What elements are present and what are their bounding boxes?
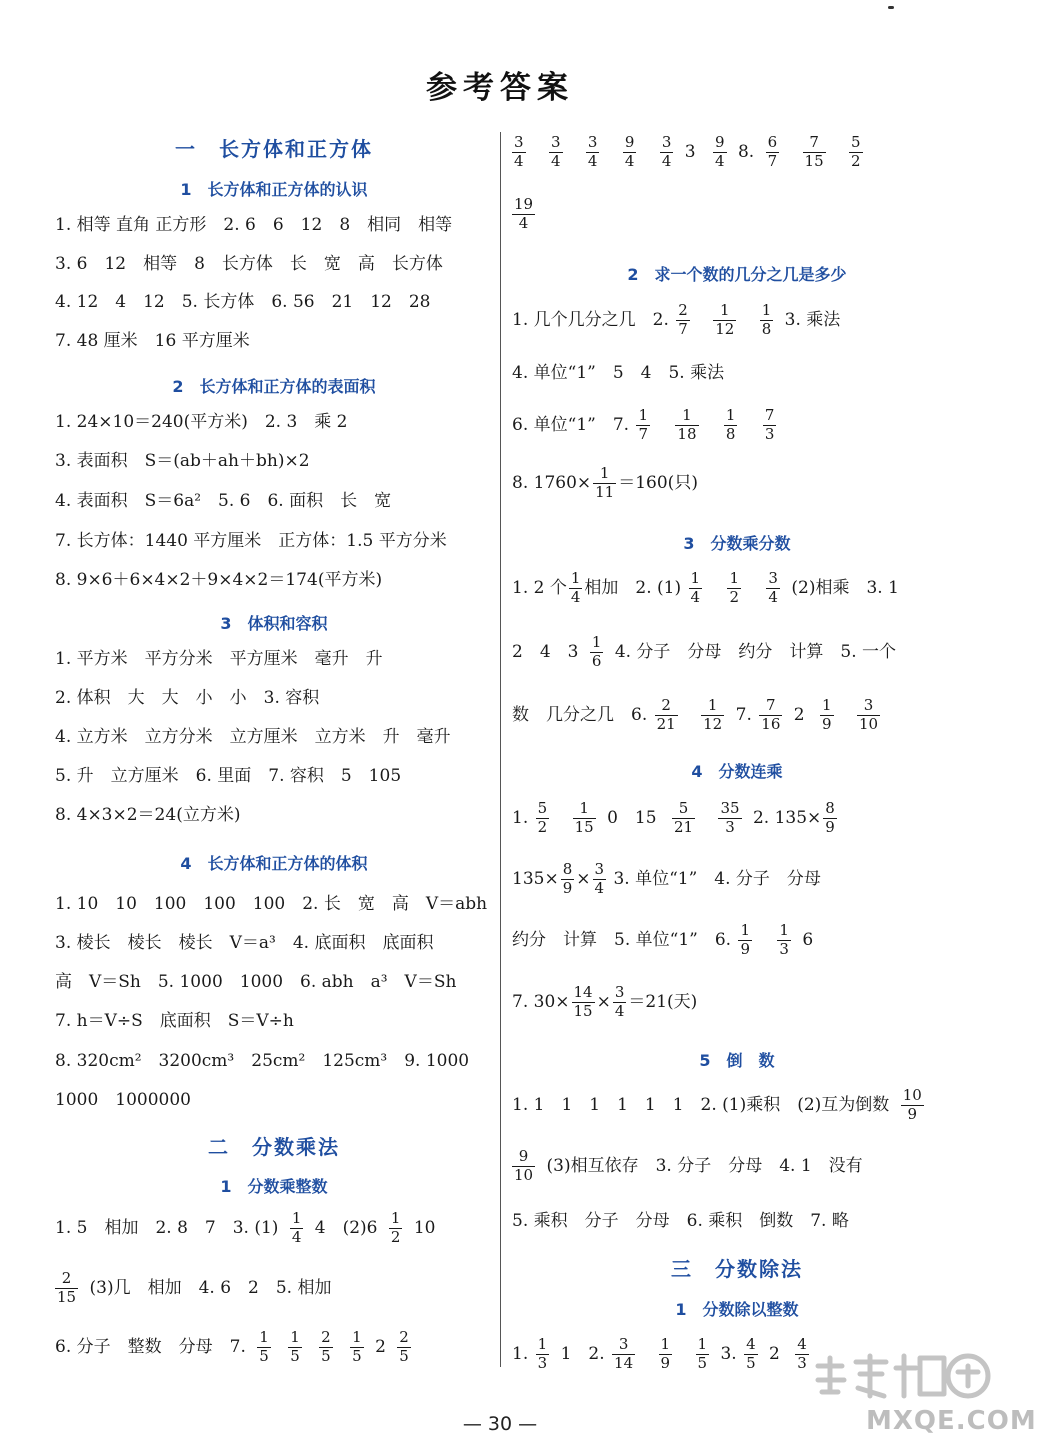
denominator: 4: [768, 587, 778, 606]
text: 7. 30×: [512, 991, 570, 1012]
denominator: 8: [725, 424, 736, 443]
numerator: 5: [851, 133, 861, 151]
numerator: 19: [514, 195, 534, 213]
denominator: 4: [624, 151, 635, 170]
denominator: 5: [290, 1346, 300, 1365]
text: ＝21(天): [628, 991, 698, 1012]
text: (3)相互依存 3. 分子 分母 4. 1 没有: [546, 1155, 863, 1176]
answer-line: 1. 相等 直角 正方形 2. 6 6 12 8 相同 相等: [55, 215, 453, 235]
text: 135×: [512, 868, 559, 889]
fraction: [760, 303, 774, 338]
fraction: [777, 923, 791, 958]
numerator: 1: [352, 1328, 362, 1346]
denominator: 9: [660, 1353, 671, 1372]
numerator: 5: [672, 801, 695, 819]
answer-line: 4. 立方米 立方分米 立方厘米 立方米 升 毫升: [55, 727, 451, 747]
numerator: 3: [594, 860, 605, 878]
denominator: 9: [740, 939, 750, 958]
denominator: 9: [825, 817, 835, 836]
text: 2. 135×: [752, 807, 822, 828]
fraction: [727, 571, 741, 606]
fraction: [696, 1337, 710, 1372]
answer-line: [512, 985, 697, 1020]
fraction: [713, 135, 727, 170]
denominator: 10: [858, 714, 879, 733]
text: (2)相乘 3. 1: [791, 577, 899, 598]
denominator: 9: [562, 878, 573, 897]
numerator: 9: [624, 133, 635, 151]
answer-line: [55, 1330, 417, 1365]
answer-line: 8. 4×3×2＝24(立方米): [55, 805, 241, 825]
fraction: [718, 801, 741, 836]
text: 6: [802, 929, 814, 950]
denominator: 5: [697, 1353, 708, 1372]
denominator: 12: [715, 319, 735, 338]
denominator: 2: [729, 587, 740, 606]
text: ＝160(只): [618, 472, 698, 493]
text: 1. 1 1 1 1 1 1 2. (1)乘积 (2)互为倒数: [512, 1094, 890, 1115]
denominator: 5: [399, 1346, 409, 1365]
denominator: 5: [352, 1346, 362, 1365]
section-heading: 2 求一个数的几分之几是多少: [627, 265, 847, 284]
numerator: 1: [697, 1335, 708, 1353]
numerator: 3: [614, 983, 625, 1001]
denominator: 4: [594, 878, 605, 897]
numerator: 1: [593, 466, 616, 484]
denominator: 2: [851, 151, 861, 170]
text: 3: [684, 141, 696, 162]
numerator: 3: [612, 1337, 635, 1355]
numerator: 2: [321, 1328, 331, 1346]
answer-line: [512, 1088, 930, 1123]
denominator: 15: [57, 1287, 77, 1306]
answer-line: 7. 48 厘米 16 平方厘米: [55, 331, 250, 351]
fraction: [536, 801, 550, 836]
answer-line: [512, 197, 541, 232]
fraction: [290, 1211, 304, 1246]
text: ×: [576, 868, 591, 889]
numerator: 1: [573, 801, 596, 819]
corner-mark: [888, 6, 894, 9]
text: 2: [769, 1343, 780, 1364]
numerator: 3: [768, 569, 778, 587]
watermark-site: MXQE.COM: [866, 1406, 1037, 1436]
fraction: [676, 303, 690, 338]
text: 6. 分子 整数 分母 7.: [55, 1336, 246, 1357]
denominator: 15: [573, 1001, 593, 1020]
numerator: 7: [759, 698, 782, 716]
text: 3. 单位“1” 4. 分子 分母: [613, 868, 821, 889]
fraction: [561, 862, 575, 897]
fraction: [55, 1271, 78, 1306]
text: 1.: [512, 1343, 529, 1364]
answer-line: 1000 1000000: [55, 1090, 191, 1110]
fraction: [655, 698, 678, 733]
answer-line: 8. 9×6＋6×4×2＋9×4×2＝174(平方米): [55, 570, 383, 590]
numerator: 1: [725, 406, 736, 424]
numerator: 2: [678, 301, 688, 319]
text: 3. 乘法: [784, 309, 841, 330]
text: 4. 分子 分母 约分 计算 5. 一个: [614, 641, 897, 662]
denominator: 5: [259, 1346, 269, 1365]
text: 1 2.: [560, 1343, 605, 1364]
answer-line: 7. 长方体：1440 平方厘米 正方体：1.5 平方分米: [55, 531, 447, 551]
answer-line: 1. 24×10＝240(平方米) 2. 3 乘 2: [55, 412, 348, 432]
numerator: 3: [857, 698, 880, 716]
section-heading: 1 长方体和正方体的认识: [180, 180, 368, 199]
fraction: [672, 801, 695, 836]
answer-line: 3. 棱长 棱长 棱长 V＝a³ 4. 底面积 底面积: [55, 933, 434, 953]
fraction: [593, 466, 616, 501]
denominator: 7: [678, 319, 688, 338]
fraction: [675, 408, 698, 443]
answer-line: 4. 表面积 S＝6a² 5. 6 6. 面积 长 宽: [55, 491, 392, 511]
denominator: 9: [907, 1104, 918, 1123]
page-title: 参考答案: [426, 70, 574, 106]
numerator: 1: [701, 698, 724, 716]
text: 2: [375, 1336, 386, 1357]
numerator: 1: [638, 406, 648, 424]
fraction: [660, 135, 674, 170]
denominator: 8: [761, 319, 772, 338]
fraction: [766, 135, 780, 170]
denominator: 4: [291, 1227, 302, 1246]
numerator: 3: [514, 133, 524, 151]
denominator: 4: [690, 587, 701, 606]
denominator: 4: [614, 1001, 625, 1020]
section-heading: 4 分数连乘: [691, 762, 783, 781]
chapter-heading: 三 分数除法: [671, 1257, 803, 1281]
denominator: 11: [595, 482, 615, 501]
numerator: 14: [573, 983, 593, 1001]
numerator: 1: [660, 1335, 671, 1353]
answer-line: [55, 1211, 435, 1246]
denominator: 3: [725, 817, 735, 836]
fraction: [613, 985, 627, 1020]
answer-line: [512, 635, 896, 670]
answer-line: [512, 466, 698, 501]
numerator: 1: [713, 303, 736, 321]
fraction: [823, 801, 837, 836]
numerator: 6: [767, 133, 778, 151]
text: 1. 5 相加 2. 8 7 3. (1): [55, 1217, 279, 1238]
denominator: 4: [550, 151, 561, 170]
denominator: 3: [764, 424, 775, 443]
text: ×: [596, 991, 611, 1012]
answer-line: [512, 923, 813, 958]
section-heading: 3 分数乘分数: [683, 534, 791, 553]
numerator: 1: [675, 408, 698, 426]
denominator: 4: [514, 151, 524, 170]
text: 约分 计算 5. 单位“1” 6.: [512, 929, 732, 950]
answer-line: [512, 135, 869, 170]
page-number: — 30 —: [462, 1413, 538, 1435]
numerator: 2: [55, 1271, 78, 1289]
answer-line: 7. h＝V÷S 底面积 S＝V÷h: [55, 1011, 294, 1031]
text: 1. 几个几分之几 2.: [512, 309, 669, 330]
numerator: 1: [291, 1209, 302, 1227]
numerator: 1: [822, 696, 832, 714]
text: 4 (2)6: [314, 1217, 378, 1238]
text: 0 15: [607, 807, 657, 828]
text: 1.: [512, 807, 529, 828]
numerator: 1: [290, 1328, 300, 1346]
answer-line: 3. 表面积 S＝(ab＋ah＋bh)×2: [55, 451, 310, 471]
numerator: 4: [746, 1335, 756, 1353]
answer-line: 8. 320cm² 3200cm³ 25cm² 125cm³ 9. 1000: [55, 1051, 470, 1071]
numerator: 1: [761, 301, 772, 319]
denominator: 4: [518, 213, 529, 232]
fraction: [612, 1337, 635, 1372]
fraction: [766, 571, 780, 606]
fraction: [319, 1330, 333, 1365]
text: 2: [793, 704, 805, 725]
fraction: [763, 408, 777, 443]
denominator: 5: [321, 1346, 331, 1365]
denominator: 3: [797, 1353, 807, 1372]
numerator: 7: [803, 135, 826, 153]
fraction: [288, 1330, 302, 1365]
denominator: 16: [761, 714, 781, 733]
answer-line: [512, 408, 782, 443]
text: 2 4 3: [512, 641, 579, 662]
numerator: 8: [562, 860, 573, 878]
numerator: 1: [591, 633, 602, 651]
numerator: 2: [655, 698, 678, 716]
text: 6. 单位“1” 7.: [512, 414, 630, 435]
fraction: [536, 1337, 550, 1372]
section-heading: 3 体积和容积: [220, 614, 328, 633]
numerator: 35: [720, 799, 740, 817]
fraction: [397, 1330, 411, 1365]
fraction: [569, 571, 583, 606]
numerator: 1: [259, 1328, 269, 1346]
fraction: [713, 303, 736, 338]
numerator: 1: [740, 921, 750, 939]
chapter-heading: 一 长方体和正方体: [175, 137, 373, 161]
answer-line: 5. 乘积 分子 分母 6. 乘积 倒数 7. 略: [512, 1211, 849, 1231]
text: 8.: [737, 141, 755, 162]
answer-line: 3. 6 12 相等 8 长方体 长 宽 高 长方体: [55, 254, 443, 274]
denominator: 2: [390, 1227, 401, 1246]
text: (3)几 相加 4. 6 2 5. 相加: [89, 1277, 332, 1298]
fraction: [724, 408, 738, 443]
denominator: 14: [614, 1353, 634, 1372]
answer-line: 1. 平方米 平方分米 平方厘米 毫升 升: [55, 649, 383, 669]
fraction: [857, 698, 880, 733]
denominator: 4: [570, 587, 581, 606]
fraction: [623, 135, 637, 170]
fraction: [738, 923, 752, 958]
denominator: 5: [746, 1353, 756, 1372]
fraction: [586, 135, 600, 170]
numerator: 1: [537, 1335, 548, 1353]
fraction: [512, 1149, 535, 1184]
answer-line: 高 V＝Sh 5. 1000 1000 6. abh a³ V＝Sh: [55, 972, 457, 992]
denominator: 4: [587, 151, 598, 170]
section-heading: 2 长方体和正方体的表面积: [172, 377, 376, 396]
numerator: 10: [902, 1086, 922, 1104]
fraction: [901, 1088, 924, 1123]
text: 10: [413, 1217, 436, 1238]
denominator: 7: [638, 424, 648, 443]
denominator: 2: [537, 817, 548, 836]
fraction: [803, 135, 826, 170]
numerator: 3: [550, 133, 561, 151]
fraction: [689, 571, 703, 606]
numerator: 1: [729, 569, 740, 587]
fraction: [573, 801, 596, 836]
denominator: 7: [767, 151, 778, 170]
answer-line: [512, 1337, 815, 1372]
text: 8. 1760×: [512, 472, 592, 493]
answer-line: [512, 303, 840, 338]
column-divider: [500, 132, 501, 1367]
denominator: 4: [715, 151, 725, 170]
fraction: [512, 197, 535, 232]
fraction: [593, 862, 607, 897]
answer-line: [512, 801, 839, 836]
answer-line: 2. 体积 大 大 小 小 3. 容积: [55, 688, 320, 708]
numerator: 8: [825, 799, 835, 817]
text: 相加 2. (1): [584, 577, 682, 598]
numerator: 2: [399, 1328, 409, 1346]
answer-line: [55, 1271, 331, 1306]
fraction: [257, 1330, 271, 1365]
numerator: 5: [537, 799, 548, 817]
section-heading: 1 分数乘整数: [220, 1177, 328, 1196]
answer-line: 5. 升 立方厘米 6. 里面 7. 容积 5 105: [55, 766, 402, 786]
fraction: [512, 135, 526, 170]
numerator: 1: [690, 569, 701, 587]
fraction: [590, 635, 604, 670]
answer-line: [512, 571, 899, 606]
text: 数 几分之几 6.: [512, 704, 648, 725]
denominator: 10: [514, 1165, 534, 1184]
section-heading: 4 长方体和正方体的体积: [180, 854, 368, 873]
answer-line: [512, 1149, 863, 1184]
numerator: 9: [512, 1149, 535, 1167]
fraction: [659, 1337, 673, 1372]
numerator: 1: [570, 569, 581, 587]
denominator: 21: [673, 817, 694, 836]
text: 7.: [735, 704, 752, 725]
text: 1. 2 个: [512, 577, 567, 598]
numerator: 3: [587, 133, 598, 151]
fraction: [389, 1211, 403, 1246]
fraction: [636, 408, 650, 443]
denominator: 3: [537, 1353, 548, 1372]
answer-line: 4. 12 4 12 5. 长方体 6. 56 21 12 28: [55, 292, 431, 312]
answer-line: 1. 10 10 100 100 100 2. 长 宽 高 V＝abh: [55, 894, 488, 914]
numerator: 7: [764, 406, 775, 424]
fraction: [759, 698, 782, 733]
denominator: 21: [656, 714, 676, 733]
denominator: 3: [779, 939, 789, 958]
fraction: [795, 1337, 809, 1372]
denominator: 9: [822, 714, 832, 733]
section-heading: 5 倒 数: [699, 1051, 775, 1070]
numerator: 1: [390, 1209, 401, 1227]
fraction: [701, 698, 724, 733]
numerator: 1: [779, 921, 789, 939]
denominator: 15: [804, 151, 824, 170]
numerator: 3: [661, 133, 672, 151]
denominator: 15: [574, 817, 594, 836]
answer-line: [512, 862, 821, 897]
fraction: [820, 698, 834, 733]
denominator: 6: [591, 651, 602, 670]
section-heading: 1 分数除以整数: [675, 1300, 799, 1319]
fraction: [572, 985, 595, 1020]
fraction: [549, 135, 563, 170]
denominator: 12: [703, 714, 723, 733]
fraction: [744, 1337, 758, 1372]
answer-line: 4. 单位“1” 5 4 5. 乘法: [512, 363, 725, 383]
denominator: 4: [661, 151, 672, 170]
text: 3.: [720, 1343, 737, 1364]
denominator: 18: [677, 424, 697, 443]
fraction: [849, 135, 863, 170]
chapter-heading: 二 分数乘法: [208, 1135, 340, 1159]
fraction: [350, 1330, 364, 1365]
numerator: 4: [797, 1335, 807, 1353]
answer-line: [512, 698, 886, 733]
numerator: 9: [715, 133, 725, 151]
